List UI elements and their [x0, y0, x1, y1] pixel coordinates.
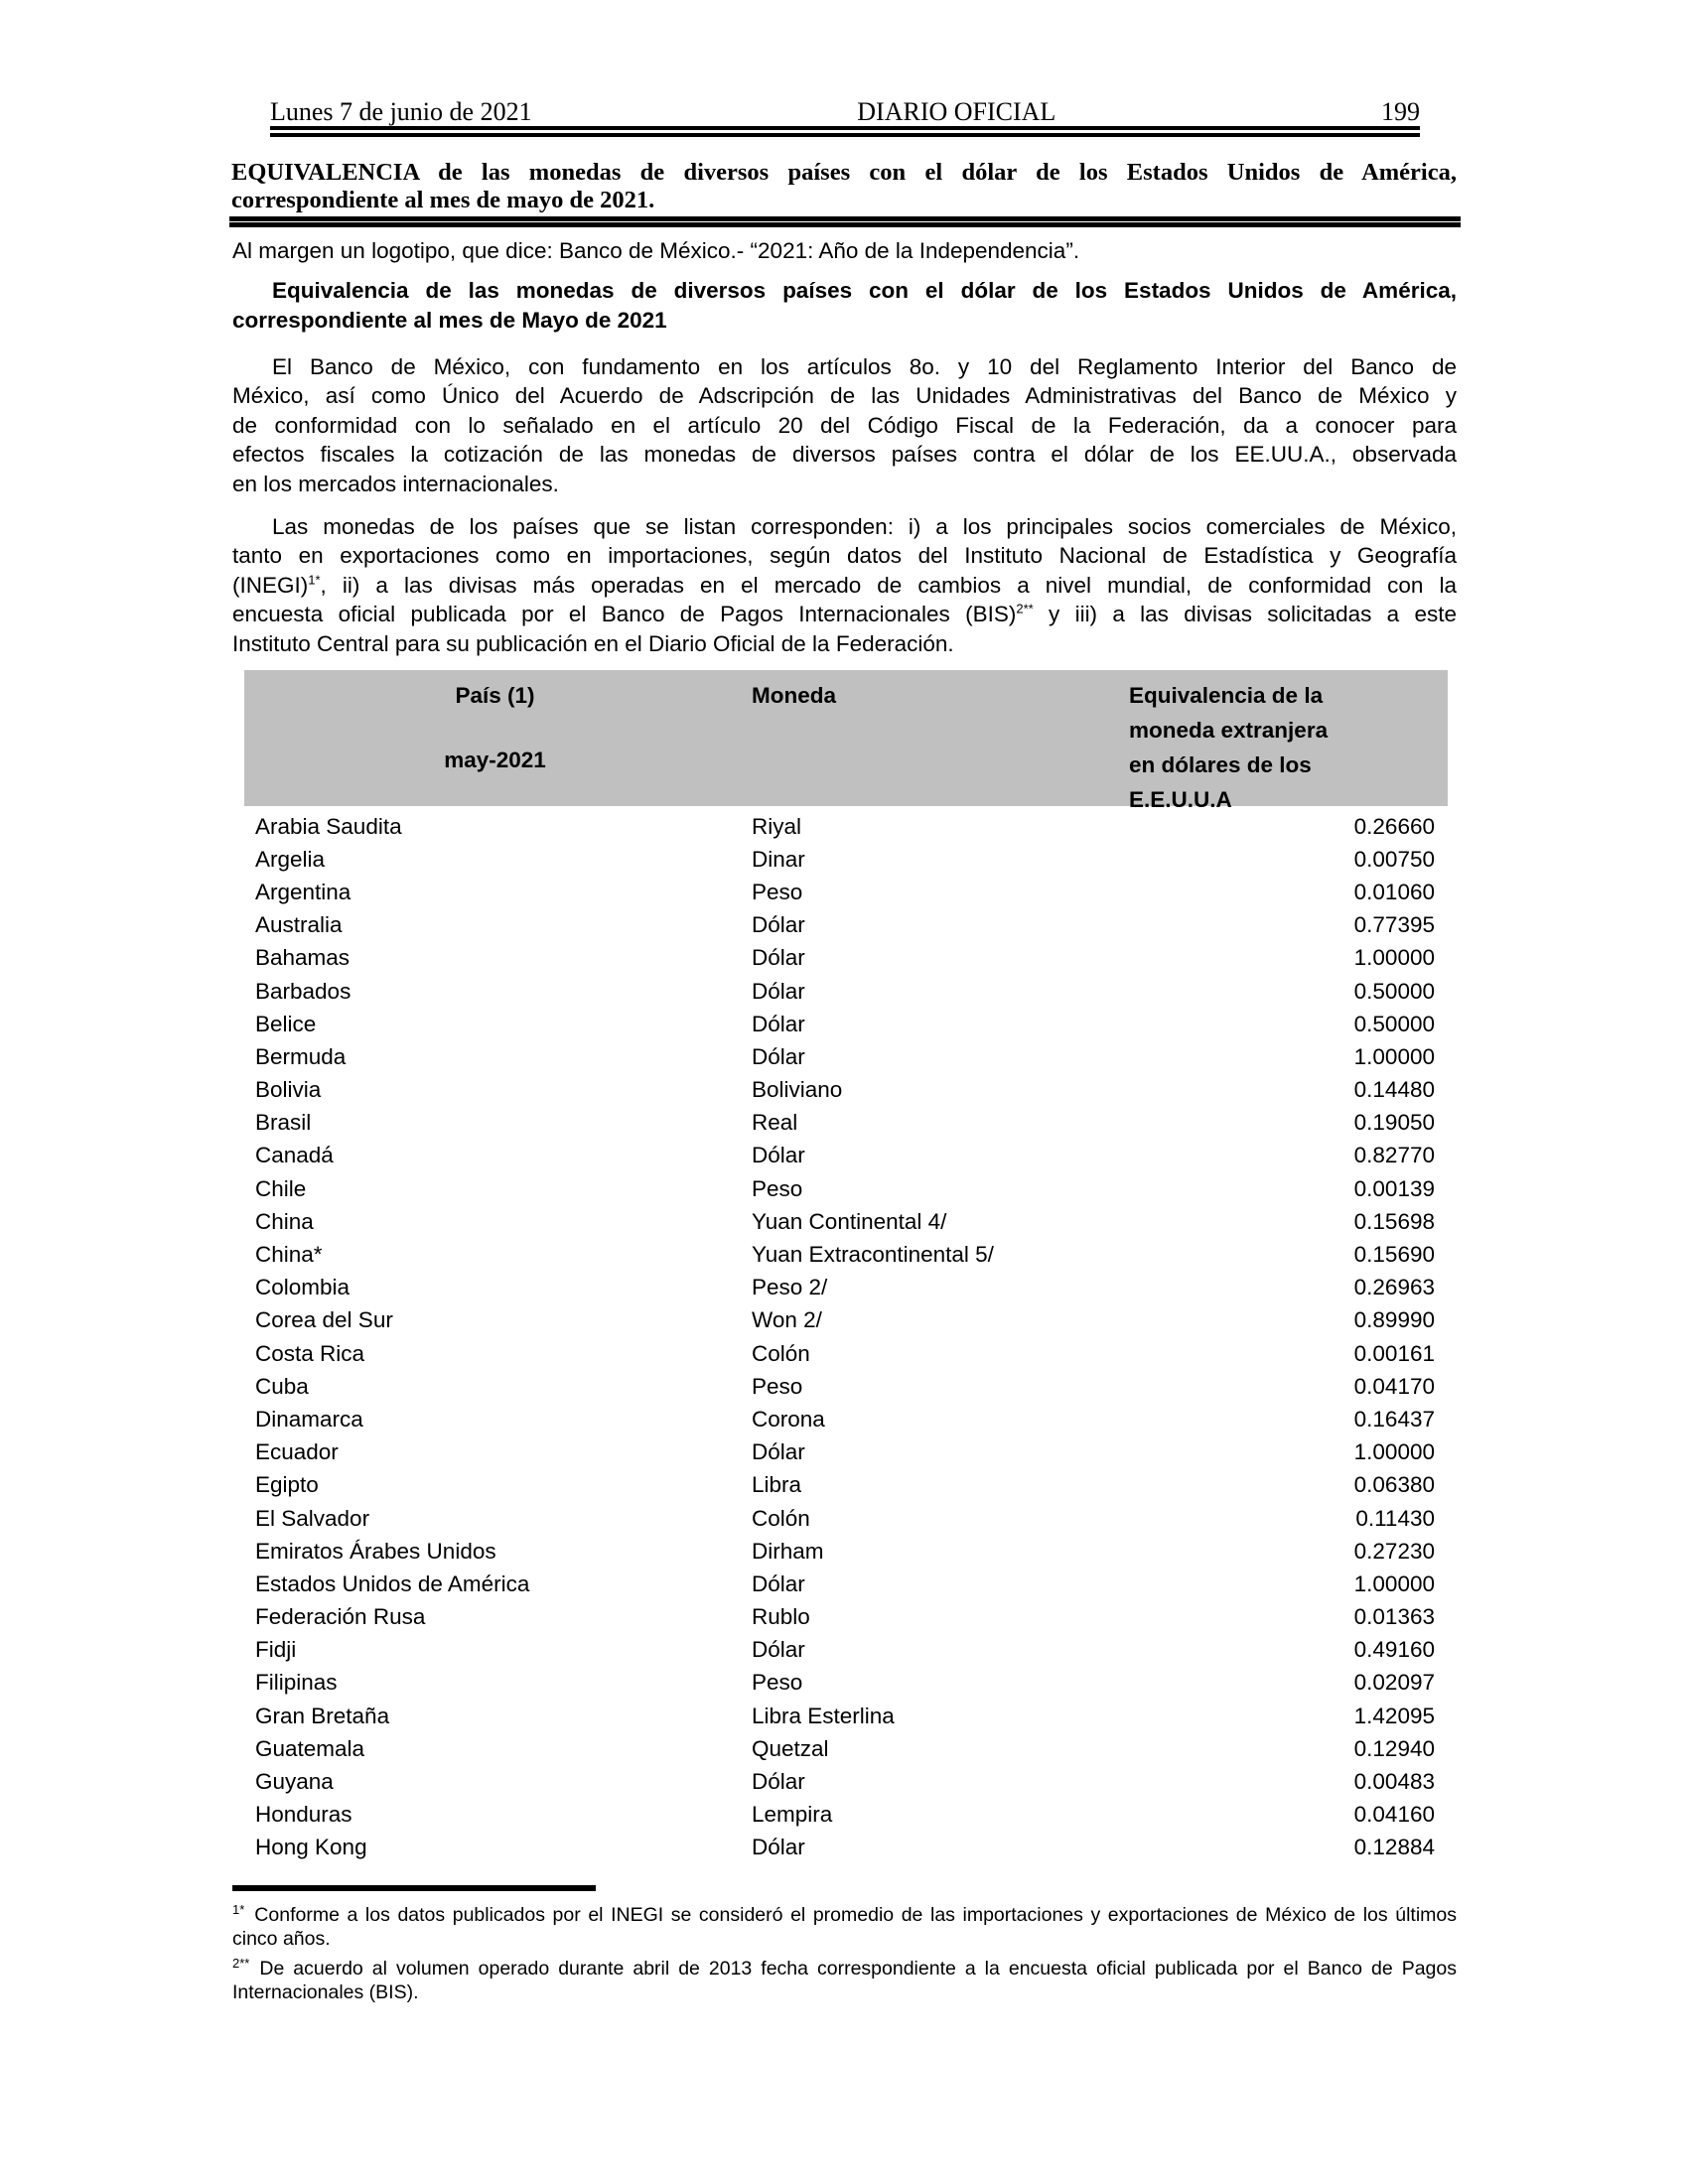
- table-row: [232, 1370, 1457, 1403]
- value-cell: 0.15698: [1353, 1208, 1435, 1234]
- currency-cell: Quetzal: [752, 1735, 829, 1761]
- currency-cell: Dólar: [752, 1043, 805, 1069]
- value-cell: 0.12884: [1353, 1835, 1435, 1860]
- country-cell: Brasil: [255, 1110, 312, 1136]
- value-cell: 0.19050: [1353, 1110, 1435, 1136]
- value-cell: 0.06380: [1353, 1472, 1435, 1498]
- currency-cell: Won 2/: [752, 1307, 822, 1333]
- paragraph-line: Las monedas de los países que se listan corresponden: i) a los principales socios comerciales de México,: [272, 514, 1457, 539]
- value-cell: 0.82770: [1353, 1143, 1435, 1168]
- column-header-equivalencia-line: moneda extranjera: [1129, 718, 1329, 743]
- footnote-reference: 1*: [308, 572, 321, 588]
- country-cell: Bahamas: [255, 945, 351, 971]
- column-header-equivalencia-line: E.E.U.U.A: [1129, 787, 1232, 812]
- value-cell: 0.15690: [1353, 1242, 1435, 1268]
- country-cell: Arabia Saudita: [255, 813, 402, 839]
- currency-cell: Peso: [752, 1670, 803, 1696]
- value-cell: 0.00483: [1353, 1769, 1435, 1795]
- table-row: [232, 1634, 1457, 1667]
- header-date: Lunes 7 de junio de 2021: [270, 97, 532, 126]
- value-cell: 0.01363: [1353, 1604, 1435, 1630]
- value-cell: 1.00000: [1353, 945, 1435, 971]
- subtitle-line: correspondiente al mes de Mayo de 2021: [232, 308, 667, 333]
- currency-table-body: [232, 810, 1457, 1864]
- value-cell: 0.12940: [1353, 1735, 1435, 1761]
- paragraph-line: efectos fiscales la cotización de las monedas de diversos países contra el dólar de los EE.UU.A., observada: [232, 442, 1457, 468]
- footnote: [232, 1903, 1457, 1951]
- country-cell: Estados Unidos de América: [255, 1570, 530, 1596]
- paragraph-line: Instituto Central para su publicación en el Diario Oficial de la Federación.: [232, 630, 954, 656]
- value-cell: 0.04160: [1353, 1802, 1435, 1828]
- currency-cell: Boliviano: [752, 1077, 843, 1103]
- table-row: [232, 1799, 1457, 1832]
- table-row: [232, 909, 1457, 942]
- paragraph-line: encuesta oficial publicada por el Banco de Pagos Internacionales (BIS)$^{2**}$ y iii) a las divisas solicitadas a este: [232, 601, 1457, 627]
- currency-cell: Dólar: [752, 1637, 805, 1663]
- table-row: [232, 1008, 1457, 1040]
- footnote-line: $^{1*}$ Conforme a los datos publicados por el INEGI se consideró el promedio de las importaciones y exportaciones de México de los últimos: [232, 1901, 1457, 1926]
- running-header: [270, 98, 1420, 126]
- table-row: [232, 810, 1457, 843]
- table-row: [232, 1337, 1457, 1370]
- footnote-marker: 2**: [232, 1955, 250, 1971]
- document-title-line: correspondiente al mes de mayo de 2021.: [231, 187, 655, 213]
- document-title-line: EQUIVALENCIA de las monedas de diversos países con el dólar de los Estados Unidos de América,: [231, 159, 1457, 186]
- country-cell: Corea del Sur: [255, 1307, 393, 1333]
- country-cell: Barbados: [255, 978, 352, 1004]
- value-cell: 0.49160: [1353, 1637, 1435, 1663]
- value-cell: 0.27230: [1353, 1538, 1435, 1564]
- header-page-number: 199: [1381, 97, 1420, 126]
- table-row: [232, 1403, 1457, 1435]
- table-row: [232, 876, 1457, 908]
- currency-cell: Dólar: [752, 978, 805, 1004]
- paragraph-line: en los mercados internacionales.: [232, 471, 559, 496]
- footnote-line: Internacionales (BIS).: [232, 1981, 419, 2003]
- country-cell: Dinamarca: [255, 1406, 363, 1432]
- value-cell: 1.00000: [1353, 1439, 1435, 1465]
- country-cell: Guatemala: [255, 1735, 365, 1761]
- currency-cell: Colón: [752, 1340, 810, 1366]
- table-row: [232, 1502, 1457, 1535]
- paragraph-legal-basis: [232, 352, 1457, 498]
- column-header-moneda: Moneda: [752, 683, 837, 708]
- currency-cell: Yuan Continental 4/: [752, 1208, 947, 1234]
- currency-cell: Dólar: [752, 1769, 805, 1795]
- value-cell: 1.00000: [1353, 1043, 1435, 1069]
- currency-cell: Yuan Extracontinental 5/: [752, 1242, 994, 1268]
- country-cell: Canadá: [255, 1143, 334, 1168]
- country-cell: Hong Kong: [255, 1835, 367, 1860]
- country-cell: Australia: [255, 912, 343, 938]
- value-cell: 0.11430: [1355, 1505, 1435, 1531]
- value-cell: 0.50000: [1353, 1011, 1435, 1036]
- currency-cell: Libra Esterlina: [752, 1703, 895, 1728]
- currency-cell: Dólar: [752, 1143, 805, 1168]
- table-row: [232, 1568, 1457, 1600]
- currency-cell: Dirham: [752, 1538, 824, 1564]
- country-cell: Filipinas: [255, 1670, 338, 1696]
- footnote-marker: 1*: [232, 1901, 245, 1917]
- column-header-equivalencia-line: Equivalencia de la: [1129, 683, 1324, 708]
- table-row: [232, 1107, 1457, 1140]
- footnotes: [232, 1903, 1457, 2010]
- value-cell: 0.00750: [1353, 846, 1435, 872]
- table-row: [232, 1074, 1457, 1107]
- country-cell: Argelia: [255, 846, 326, 872]
- currency-cell: Rublo: [752, 1604, 810, 1630]
- currency-cell: Dólar: [752, 1835, 805, 1860]
- value-cell: 0.89990: [1353, 1307, 1435, 1333]
- table-row: [232, 843, 1457, 876]
- column-header-period: may-2021: [444, 748, 546, 772]
- value-cell: 0.77395: [1353, 912, 1435, 938]
- currency-cell: Peso 2/: [752, 1275, 828, 1300]
- value-cell: 0.01060: [1353, 879, 1435, 904]
- country-cell: China: [255, 1208, 314, 1234]
- currency-cell: Dinar: [752, 846, 805, 872]
- currency-cell: Dólar: [752, 912, 805, 938]
- currency-cell: Dólar: [752, 1570, 805, 1596]
- country-cell: Bolivia: [255, 1077, 322, 1103]
- paragraph-line: tanto en exportaciones como en importaciones, según datos del Instituto Nacional de Estadística y Geografía: [232, 543, 1457, 569]
- footnote-line: $^{2**}$ De acuerdo al volumen operado durante abril de 2013 fecha correspondiente a la encuesta oficial publicada por el Banco de Pagos: [232, 1955, 1457, 1979]
- value-cell: 0.16437: [1353, 1406, 1435, 1432]
- value-cell: 0.26660: [1353, 813, 1435, 839]
- paragraph-line: El Banco de México, con fundamento en los artículos 8o. y 10 del Reglamento Interior del Banco de: [272, 354, 1457, 379]
- currency-cell: Peso: [752, 1175, 803, 1201]
- paragraph-line: de conformidad con lo señalado en el artículo 20 del Código Fiscal de la Federación, da a conocer para: [232, 412, 1457, 438]
- footnote-line: cinco años.: [232, 1928, 331, 1950]
- value-cell: 0.00161: [1353, 1340, 1435, 1366]
- value-cell: 1.00000: [1353, 1570, 1435, 1596]
- currency-cell: Dólar: [752, 945, 805, 971]
- currency-cell: Real: [752, 1110, 798, 1136]
- currency-cell: Peso: [752, 1373, 803, 1399]
- value-cell: 0.26963: [1353, 1275, 1435, 1300]
- table-header-band: [244, 670, 1448, 812]
- table-row: [232, 1172, 1457, 1205]
- value-cell: 0.02097: [1353, 1670, 1435, 1696]
- currency-cell: Lempira: [752, 1802, 833, 1828]
- footnote-reference: 2**: [1016, 601, 1034, 616]
- currency-cell: Colón: [752, 1505, 810, 1531]
- paragraph-line: (INEGI)$^{1*}$, ii) a las divisas más operadas en el mercado de cambios a nivel mundial, de conformidad con la: [232, 572, 1457, 598]
- table-row: [232, 942, 1457, 975]
- value-cell: 0.50000: [1353, 978, 1435, 1004]
- paragraph-currency-criteria: [232, 512, 1457, 658]
- table-row: [232, 975, 1457, 1008]
- column-header-equivalencia: [1129, 678, 1328, 817]
- country-cell: Gran Bretaña: [255, 1703, 390, 1728]
- country-cell: Colombia: [255, 1275, 351, 1300]
- country-cell: Egipto: [255, 1472, 319, 1498]
- table-row: [232, 1535, 1457, 1568]
- table-row: [232, 1832, 1457, 1864]
- paragraph-line: México, así como Único del Acuerdo de Adscripción de las Unidades Administrativas del Banco de México y: [232, 383, 1457, 409]
- table-row: [232, 1601, 1457, 1634]
- header-publication: DIARIO OFICIAL: [857, 97, 1056, 126]
- country-cell: Argentina: [255, 879, 352, 904]
- currency-cell: Riyal: [752, 813, 802, 839]
- table-row: [232, 1140, 1457, 1172]
- table-row: [232, 1469, 1457, 1502]
- country-cell: Cuba: [255, 1373, 309, 1399]
- country-cell: Emiratos Árabes Unidos: [255, 1538, 496, 1564]
- currency-cell: Corona: [752, 1406, 825, 1432]
- value-cell: 1.42095: [1353, 1703, 1435, 1728]
- currency-cell: Libra: [752, 1472, 802, 1498]
- country-cell: Guyana: [255, 1769, 334, 1795]
- currency-cell: Dólar: [752, 1011, 805, 1036]
- column-header-equivalencia-line: en dólares de los: [1129, 752, 1312, 777]
- country-cell: Costa Rica: [255, 1340, 365, 1366]
- currency-cell: Peso: [752, 879, 803, 904]
- country-cell: Honduras: [255, 1802, 352, 1828]
- title-thick-rule: [229, 216, 1461, 227]
- column-header-pais: País (1): [455, 683, 535, 708]
- subtitle: [232, 276, 1457, 336]
- country-cell: Chile: [255, 1175, 307, 1201]
- currency-cell: Dólar: [752, 1439, 805, 1465]
- table-row: [232, 1436, 1457, 1469]
- header-double-rule: [270, 126, 1420, 137]
- value-cell: 0.04170: [1353, 1373, 1435, 1399]
- table-row: [232, 1732, 1457, 1765]
- country-cell: China*: [255, 1242, 323, 1268]
- country-cell: Federación Rusa: [255, 1604, 426, 1630]
- country-cell: Fidji: [255, 1637, 297, 1663]
- table-row: [232, 1765, 1457, 1798]
- subtitle-line: Equivalencia de las monedas de diversos países con el dólar de los Estados Unidos de América,: [272, 278, 1457, 303]
- table-row: [232, 1272, 1457, 1304]
- table-row: [232, 1238, 1457, 1271]
- table-row: [232, 1205, 1457, 1238]
- country-cell: Ecuador: [255, 1439, 339, 1465]
- table-row: [232, 1700, 1457, 1732]
- table-row: [232, 1667, 1457, 1700]
- footnote: [232, 1957, 1457, 2004]
- document-title: [231, 159, 1457, 214]
- country-cell: Belice: [255, 1011, 317, 1036]
- value-cell: 0.00139: [1353, 1175, 1435, 1201]
- country-cell: Bermuda: [255, 1043, 347, 1069]
- table-row: [232, 1040, 1457, 1073]
- margin-note: Al margen un logotipo, que dice: Banco de México.- “2021: Año de la Independencia”.: [232, 238, 1080, 263]
- country-cell: El Salvador: [255, 1505, 370, 1531]
- value-cell: 0.14480: [1353, 1077, 1435, 1103]
- table-row: [232, 1304, 1457, 1337]
- footnote-divider: [232, 1885, 596, 1891]
